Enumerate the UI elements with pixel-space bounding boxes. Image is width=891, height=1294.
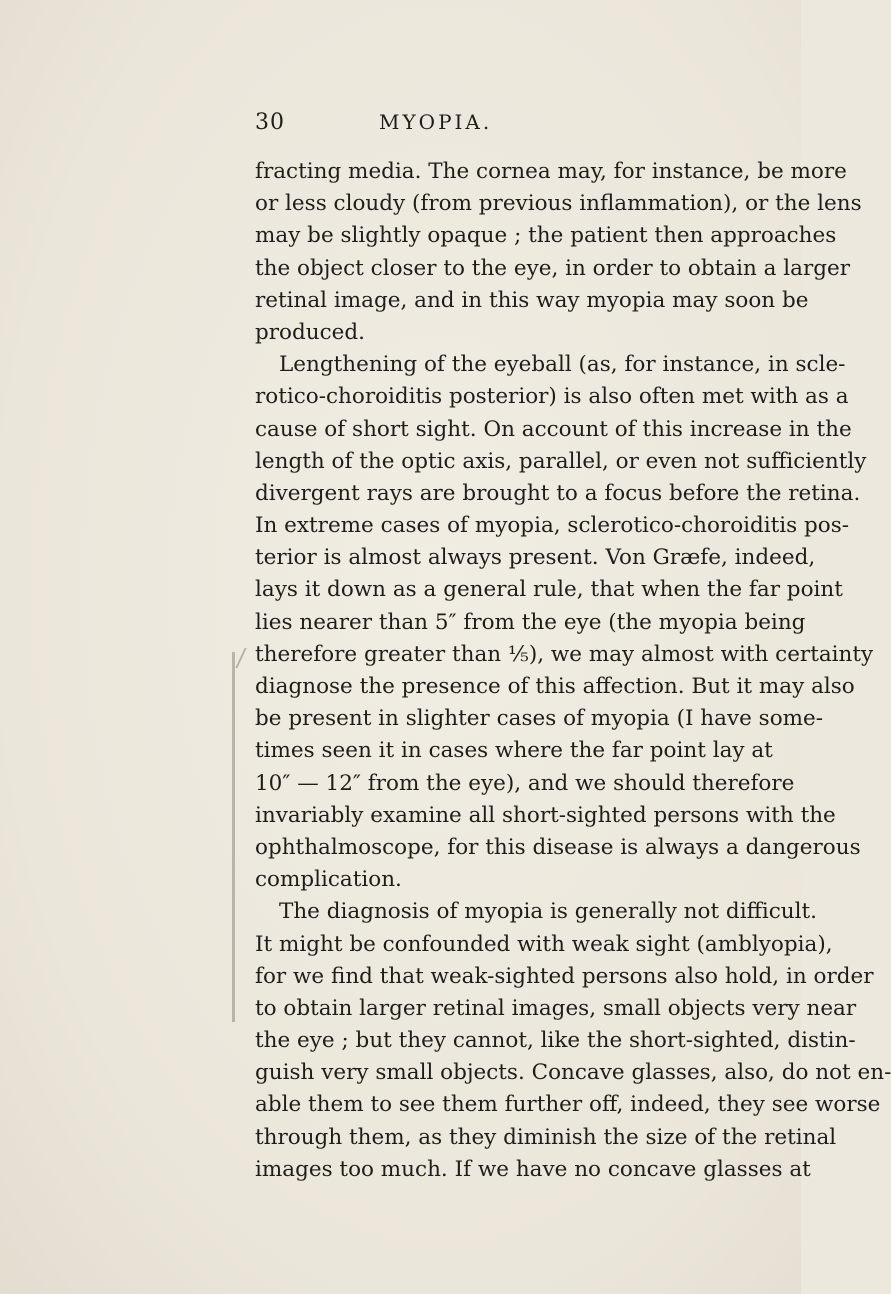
text-line: able them to see them further off, indeed, they see worse xyxy=(255,1092,881,1118)
text-line: the object closer to the eye, in order to obtain a larger xyxy=(255,255,851,281)
text-line: therefore greater than ⅕), we may almost with certainty xyxy=(255,641,874,667)
text-line: produced. xyxy=(255,319,365,345)
text-line: complication. xyxy=(255,867,402,893)
text-line: cause of short sight. On account of this increase in the xyxy=(255,416,852,442)
text-line: or less cloudy (from previous inflammation), or the lens xyxy=(255,191,862,217)
text-line: may be slightly opaque ; the patient then approaches xyxy=(255,223,837,249)
text-line: invariably examine all short-sighted persons with the xyxy=(255,802,836,828)
text-line: Lengthening of the eyeball (as, for instance, in scle- xyxy=(279,352,846,378)
margin-pencil-mark xyxy=(232,652,235,1022)
text-line: to obtain larger retinal images, small objects very near xyxy=(255,995,857,1021)
text-line: terior is almost always present. Von Græfe, indeed, xyxy=(255,545,816,571)
text-line: for we find that weak-sighted persons also hold, in order xyxy=(255,963,874,989)
text-line: fracting media. The cornea may, for instance, be more xyxy=(255,159,847,184)
text-line: retinal image, and in this way myopia may soon be xyxy=(255,287,809,313)
text-line: diagnose the presence of this affection. But it may also xyxy=(255,674,855,699)
text-line: images too much. If we have no concave glasses at xyxy=(255,1156,811,1182)
text-line: 10″ — 12″ from the eye), and we should therefore xyxy=(255,770,795,796)
text-line: It might be confounded with weak sight (amblyopia), xyxy=(255,931,833,957)
text-line: length of the optic axis, parallel, or even not sufficiently xyxy=(255,448,867,474)
text-line: In extreme cases of myopia, sclerotico-choroiditis pos- xyxy=(255,513,850,539)
page-header xyxy=(255,110,725,140)
text-line: rotico-choroiditis posterior) is also often met with as a xyxy=(255,384,849,410)
running-head: MYOPIA. xyxy=(379,110,493,134)
text-line: lays it down as a general rule, that when the far point xyxy=(255,577,843,603)
text-line: lies nearer than 5″ from the eye (the myopia being xyxy=(255,609,806,635)
text-line: be present in slighter cases of myopia (I have some- xyxy=(255,706,824,732)
text-line: through them, as they diminish the size of the retinal xyxy=(255,1124,837,1150)
body-text xyxy=(255,156,891,1186)
text-line: divergent rays are brought to a focus before the retina. xyxy=(255,480,861,506)
text-line: the eye ; but they cannot, like the short-sighted, distin- xyxy=(255,1028,856,1054)
text-line: The diagnosis of myopia is generally not difficult. xyxy=(279,899,817,925)
text-line: times seen it in cases where the far point lay at xyxy=(255,738,773,764)
text-line: guish very small objects. Concave glasses, also, do not en- xyxy=(255,1060,891,1086)
page-number: 30 xyxy=(255,110,285,135)
text-line: ophthalmoscope, for this disease is always a dangerous xyxy=(255,834,861,860)
